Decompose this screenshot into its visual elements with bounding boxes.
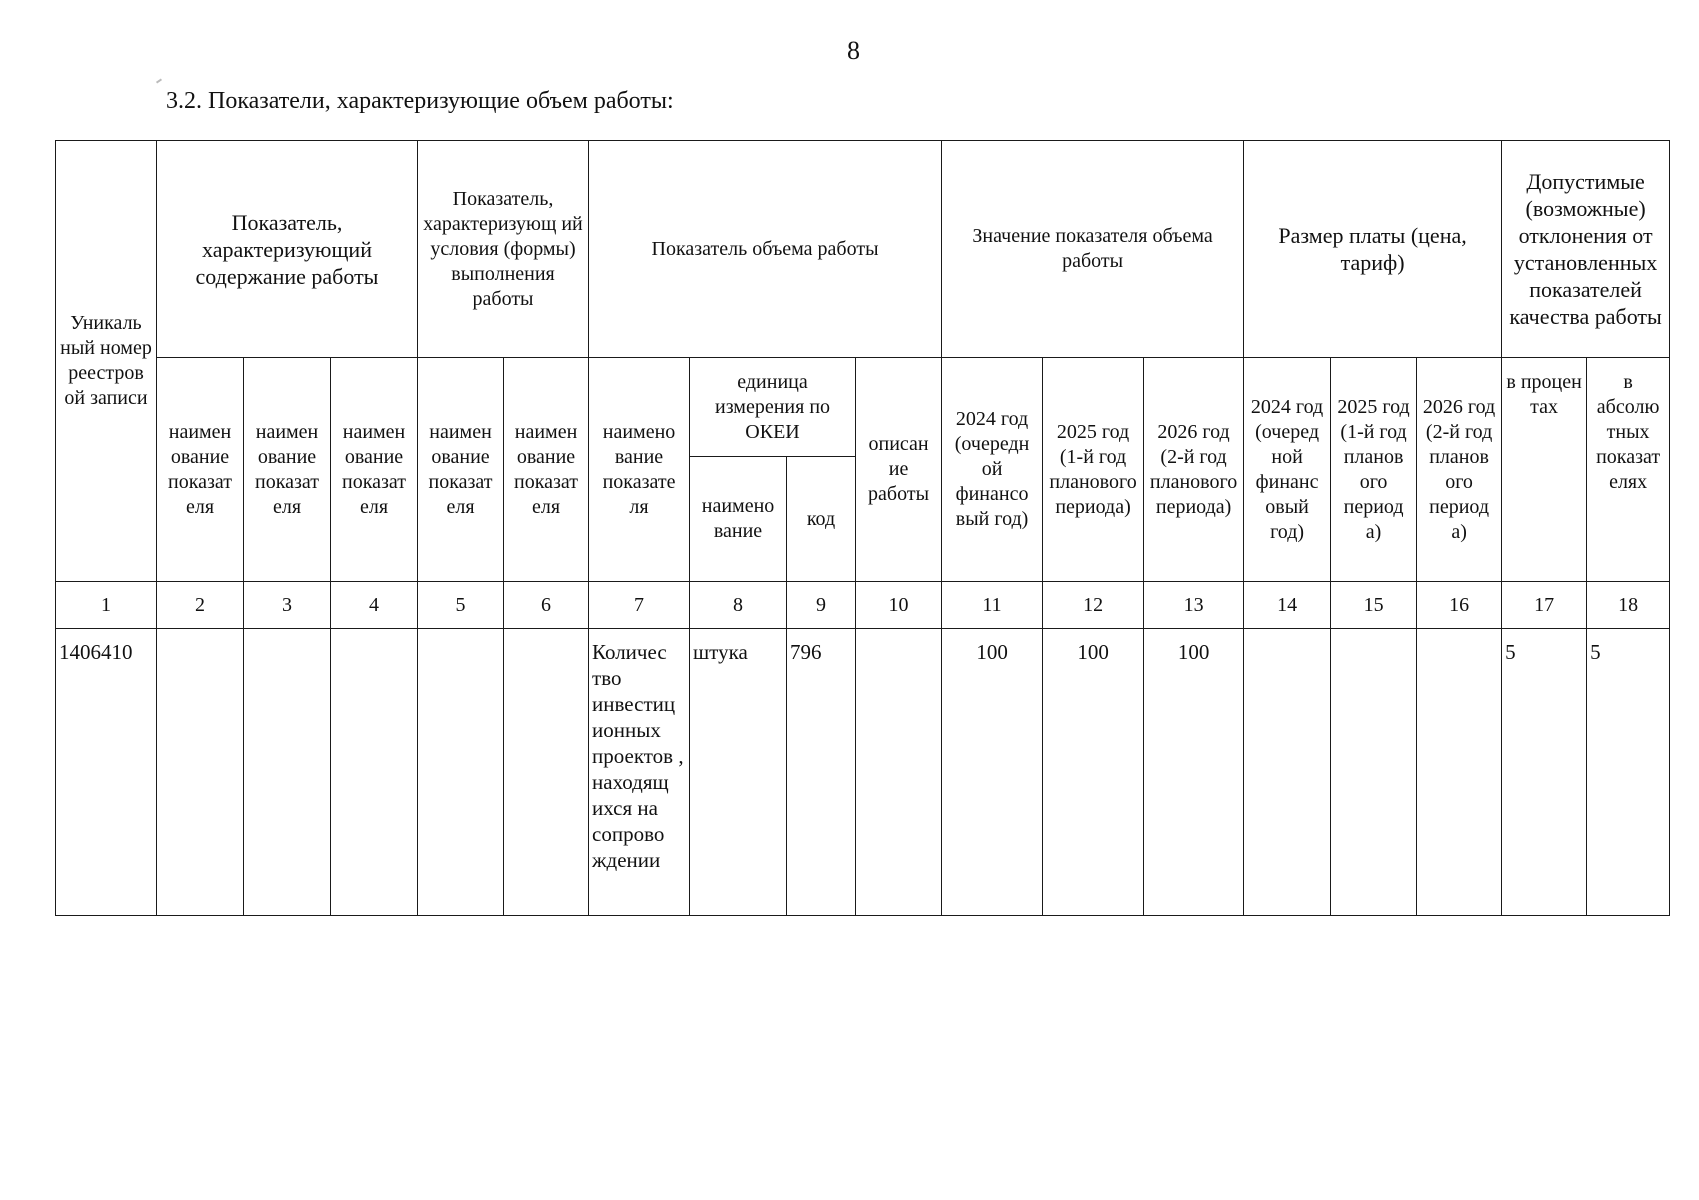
cell-unit-name: штука <box>690 629 787 916</box>
cell-indicator-name: Количес тво инвестиц ионных проектов , находящ ихся на сопрово ждении <box>589 629 690 916</box>
header-value-2025: 2025 год (1-й год планового периода) <box>1043 358 1144 582</box>
header-fee: Размер платы (цена, тариф) <box>1244 141 1502 358</box>
header-deviations: Допустимые (возможные) отклонения от установленных показателей качества работы <box>1502 141 1670 358</box>
column-number: 12 <box>1043 582 1144 629</box>
header-work-description: описан ие работы <box>856 358 942 582</box>
header-conditions-indicator: Показатель, характеризующ ий условия (формы) выполнения работы <box>418 141 589 358</box>
header-value-2026: 2026 год (2-й год планового периода) <box>1144 358 1244 582</box>
header-col4-indicator-name: наимен ование показат еля <box>331 358 418 582</box>
cell-col4 <box>331 629 418 916</box>
column-number: 11 <box>942 582 1043 629</box>
header-value-2024: 2024 год (очередн ой финансо вый год) <box>942 358 1043 582</box>
volume-indicators-table <box>55 140 1670 916</box>
section-title: 3.2. Показатели, характеризующие объем работы: <box>166 88 674 114</box>
table-row <box>56 629 1670 916</box>
cell-unit-code: 796 <box>787 629 856 916</box>
scan-mark <box>156 78 162 83</box>
column-number: 15 <box>1331 582 1417 629</box>
cell-col5 <box>418 629 504 916</box>
header-unit-name: наимено вание <box>690 457 787 582</box>
header-fee-2024: 2024 год (очеред ной финанс овый год) <box>1244 358 1331 582</box>
header-col3-indicator-name: наимен ование показат еля <box>244 358 331 582</box>
header-col7-indicator-name: наимено вание показате ля <box>589 358 690 582</box>
column-numbers-row <box>56 582 1670 629</box>
cell-percent: 5 <box>1502 629 1587 916</box>
column-number: 5 <box>418 582 504 629</box>
cell-col3 <box>244 629 331 916</box>
header-volume-indicator: Показатель объема работы <box>589 141 942 358</box>
column-number: 2 <box>157 582 244 629</box>
header-unit-code: код <box>787 457 856 582</box>
column-number: 17 <box>1502 582 1587 629</box>
cell-col6 <box>504 629 589 916</box>
header-unique-number: Уникаль ный номер реестров ой записи <box>56 141 157 582</box>
header-absolute: в абсолю тных показат елях <box>1587 358 1670 582</box>
column-number: 7 <box>589 582 690 629</box>
column-number: 10 <box>856 582 942 629</box>
header-fee-2026: 2026 год (2-й год планов ого период а) <box>1417 358 1502 582</box>
column-number: 8 <box>690 582 787 629</box>
cell-fee-2024 <box>1244 629 1331 916</box>
cell-fee-2025 <box>1331 629 1417 916</box>
column-number: 1 <box>56 582 157 629</box>
cell-fee-2026 <box>1417 629 1502 916</box>
header-fee-2025: 2025 год (1-й год планов ого период а) <box>1331 358 1417 582</box>
page-number: 8 <box>847 36 860 65</box>
column-number: 13 <box>1144 582 1244 629</box>
cell-absolute: 5 <box>1587 629 1670 916</box>
header-col6-indicator-name: наимен ование показат еля <box>504 358 589 582</box>
header-percent: в процен тах <box>1502 358 1587 582</box>
cell-unique-number: 1406410 <box>56 629 157 916</box>
column-number: 16 <box>1417 582 1502 629</box>
column-number: 14 <box>1244 582 1331 629</box>
column-number: 18 <box>1587 582 1670 629</box>
cell-work-description <box>856 629 942 916</box>
cell-value-2026: 100 <box>1144 629 1244 916</box>
cell-value-2025: 100 <box>1043 629 1144 916</box>
column-number: 4 <box>331 582 418 629</box>
column-number: 3 <box>244 582 331 629</box>
column-number: 6 <box>504 582 589 629</box>
header-row-1 <box>56 141 1670 358</box>
header-col2-indicator-name: наимен ование показат еля <box>157 358 244 582</box>
header-content-indicator: Показатель, характеризующий содержание работы <box>157 141 418 358</box>
cell-col2 <box>157 629 244 916</box>
header-col5-indicator-name: наимен ование показат еля <box>418 358 504 582</box>
header-volume-value: Значение показателя объема работы <box>942 141 1244 358</box>
header-row-2 <box>56 358 1670 457</box>
header-unit-okei: единица измерения по ОКЕИ <box>690 358 856 457</box>
column-number: 9 <box>787 582 856 629</box>
cell-value-2024: 100 <box>942 629 1043 916</box>
